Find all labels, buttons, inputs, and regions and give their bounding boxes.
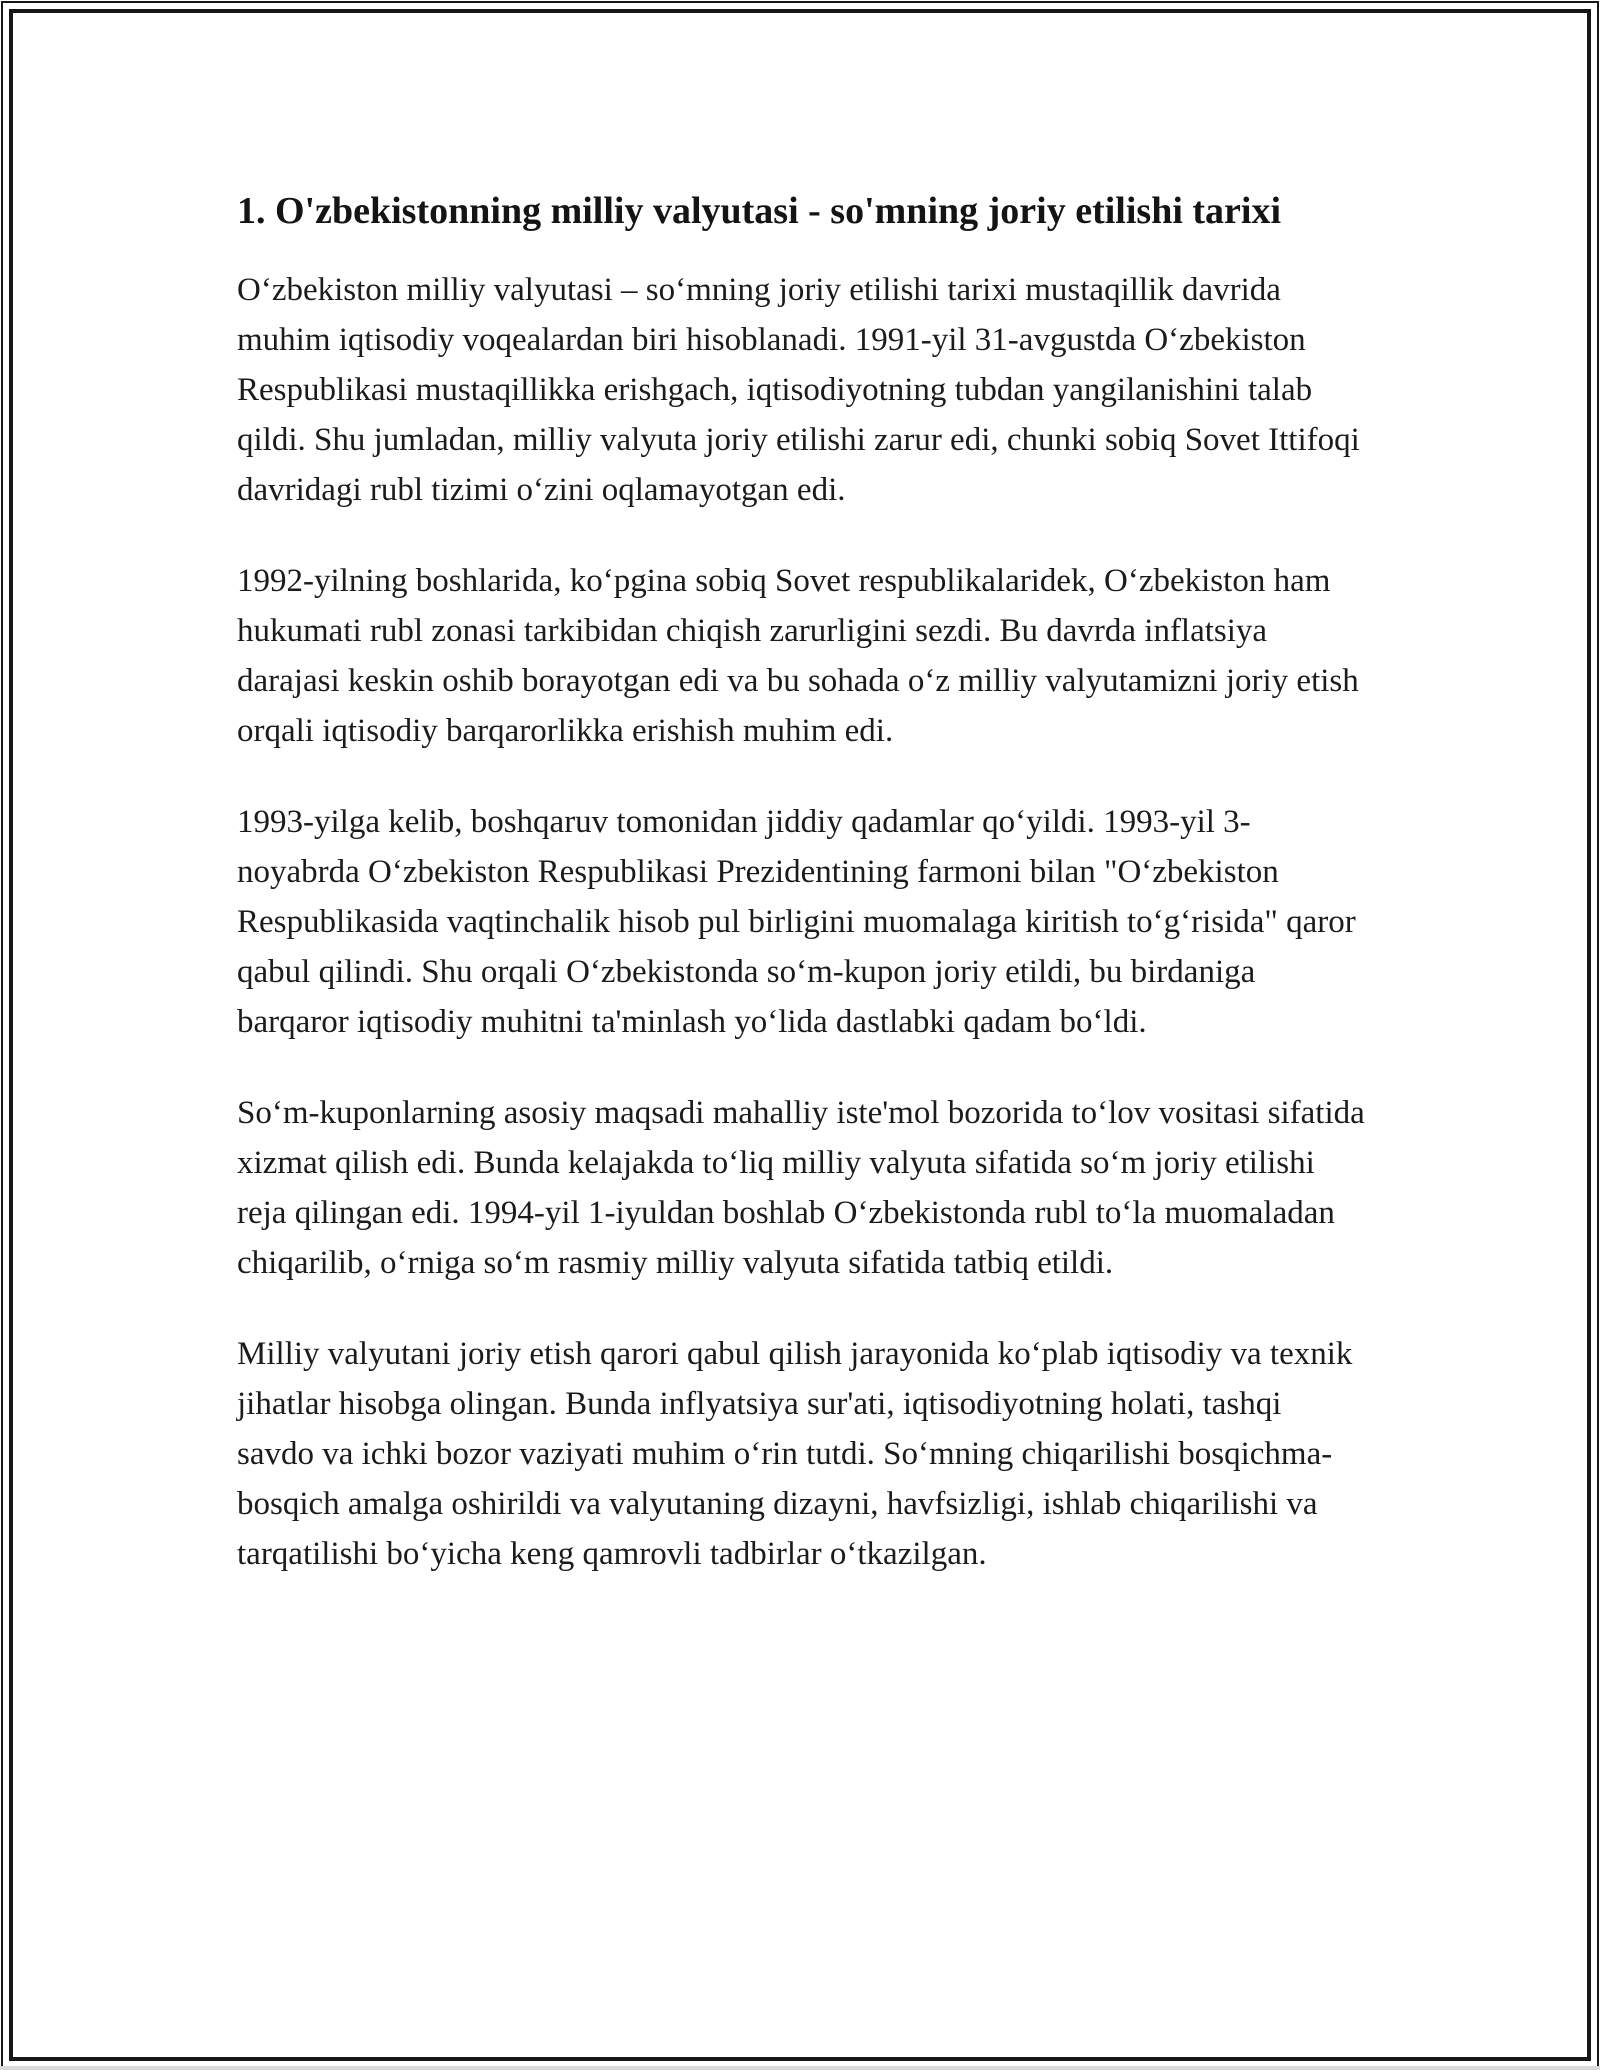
paragraph-5: Milliy valyutani joriy etish qarori qabul qilish jarayonida koʻplab iqtisodiy va texnik jihatlar hisobga olingan. Bunda inflyatsiya sur'ati, iqtisodiyotning holati, tashqi savdo va ichki bozor vaziyati muhim oʻrin tutdi. Soʻmning chiqarilishi bosqichma-bosqich amalga oshirildi va valyutaning dizayni, havfsizligi, ishlab chiqarilishi va tarqatilishi boʻyicha keng qamrovli tadbirlar oʻtkazilgan. [237, 1336, 1353, 1572]
document-body [237, 0, 1365, 1620]
paragraph-2: 1992-yilning boshlarida, koʻpgina sobiq Sovet respublikalaridek, Oʻzbekiston ham hukumati rubl zonasi tarkibidan chiqish zarurligini sezdi. Bu davrda inflatsiya darajasi keskin oshib borayotgan edi va bu sohada oʻz milliy valyutamizni joriy etish orqali iqtisodiy barqarorlikka erishish muhim edi. [237, 563, 1359, 749]
paragraph-1: Oʻzbekiston milliy valyutasi – soʻmning joriy etilishi tarixi mustaqillik davrida muhim iqtisodiy voqealardan biri hisoblanadi. 1991-yil 31-avgustda Oʻzbekiston Respublikasi mustaqillikka erishgach, iqtisodiyotning tubdan yangilanishini talab qildi. Shu jumladan, milliy valyuta joriy etilishi zarur edi, chunki sobiq Sovet Ittifoqi davridagi rubl tizimi oʻzini oqlamayotgan edi. [237, 272, 1360, 508]
page-title: 1. O'zbekistonning milliy valyutasi - so'mning joriy etilishi tarixi [237, 190, 1282, 232]
paragraph-4: Soʻm-kuponlarning asosiy maqsadi mahalliy iste'mol bozorida toʻlov vositasi sifatida xizmat qilish edi. Bunda kelajakda toʻliq milliy valyuta sifatida soʻm joriy etilishi reja qilingan edi. 1994-yil 1-iyuldan boshlab Oʻzbekistonda rubl toʻla muomaladan chiqarilib, oʻrniga soʻm rasmiy milliy valyuta sifatida tatbiq etildi. [237, 1095, 1365, 1281]
bottom-edge-shadow [0, 2066, 1600, 2070]
paragraph-3: 1993-yilga kelib, boshqaruv tomonidan jiddiy qadamlar qoʻyildi. 1993-yil 3-noyabrda Oʻzbekiston Respublikasi Prezidentining farmoni bilan "Oʻzbekiston Respublikasida vaqtinchalik hisob pul birligini muomalaga kiritish toʻgʻrisida" qaror qabul qilindi. Shu orqali Oʻzbekistonda soʻm-kupon joriy etildi, bu birdaniga barqaror iqtisodiy muhitni ta'minlash yoʻlida dastlabki qadam boʻldi. [237, 804, 1356, 1040]
